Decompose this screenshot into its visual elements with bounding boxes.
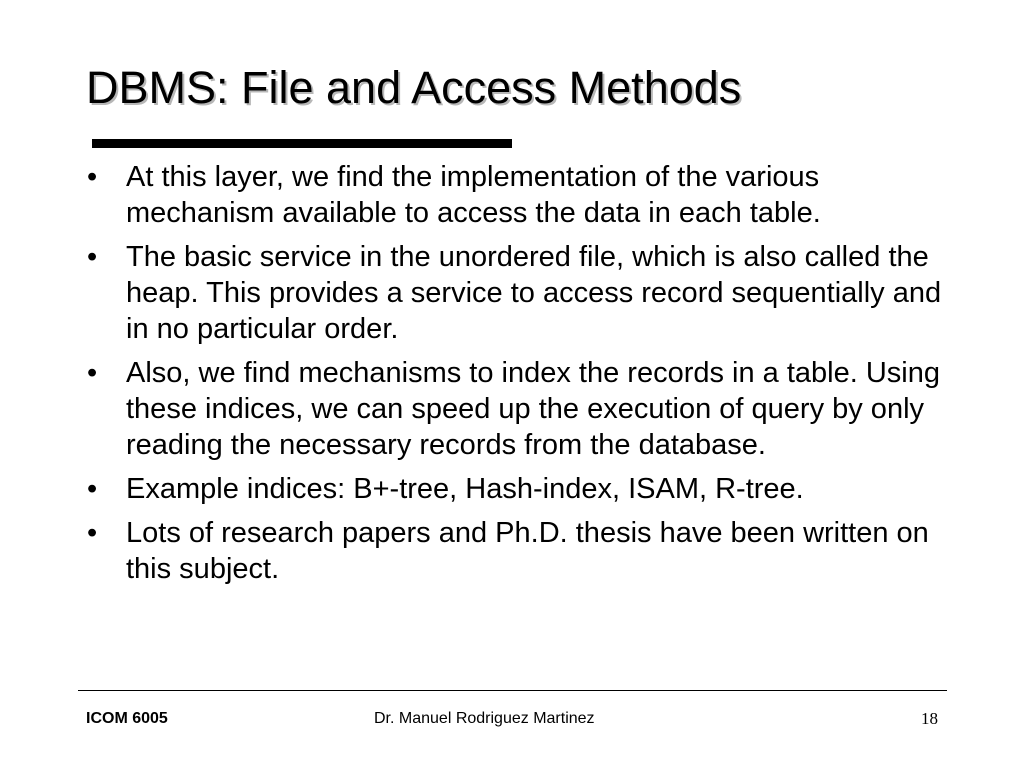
slide-title: DBMS: File and Access Methods [86, 62, 742, 113]
bullet-text: Example indices: B+-tree, Hash-index, ISAM, R-tree. [126, 473, 804, 505]
footer-course-code: ICOM 6005 [86, 710, 168, 727]
title-underline-bar [92, 139, 512, 148]
bullet-item [86, 159, 946, 231]
bullet-icon: • [87, 241, 98, 273]
bullet-text: Lots of research papers and Ph.D. thesis have been written on this subject. [126, 517, 929, 585]
bullet-text: At this layer, we find the implementation of the various mechanism available to access the data in each table. [126, 161, 821, 229]
footer-divider [78, 690, 947, 691]
bullet-item [86, 515, 946, 587]
bullet-icon: • [87, 357, 98, 389]
bullet-text: Also, we find mechanisms to index the records in a table. Using these indices, we can speed up the execution of query by only reading the necessary records from the database. [126, 357, 941, 461]
footer-page-number: 18 [921, 709, 938, 728]
bullet-icon: • [87, 473, 98, 505]
bullet-item [86, 239, 946, 347]
bullet-list [86, 159, 946, 595]
bullet-icon: • [87, 161, 98, 193]
bullet-item [86, 471, 946, 507]
bullet-text: The basic service in the unordered file, which is also called the heap. This provides a service to access record sequentially and in no particular order. [126, 241, 942, 345]
bullet-item [86, 355, 946, 463]
bullet-icon: • [87, 517, 98, 549]
footer-author: Dr. Manuel Rodriguez Martinez [374, 710, 595, 727]
